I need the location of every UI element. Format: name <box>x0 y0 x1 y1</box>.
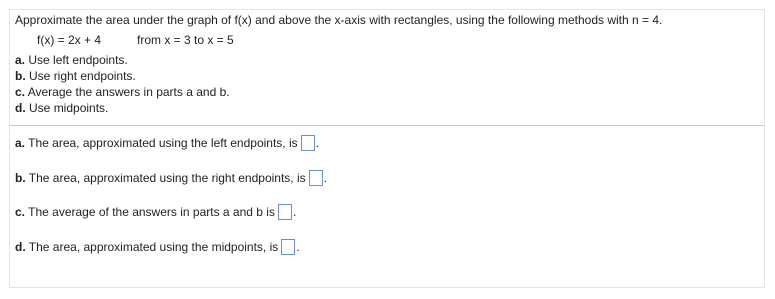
part-letter: d. <box>15 101 26 115</box>
answer-letter: c. <box>15 205 26 220</box>
answer-input-d[interactable] <box>281 239 295 255</box>
answer-prompt: The area, approximated using the right endpoints, is <box>28 171 306 186</box>
answer-prompt: The average of the answers in parts a and b is <box>28 205 275 220</box>
part-text: Use left endpoints. <box>28 53 128 67</box>
answer-letter: b. <box>15 171 26 186</box>
answer-input-a[interactable] <box>301 135 315 151</box>
answer-letter: d. <box>15 240 26 255</box>
answer-row-a <box>15 136 319 152</box>
part-text: Use right endpoints. <box>29 69 136 83</box>
part-c-instruction <box>15 85 230 99</box>
answer-suffix: . <box>296 240 300 255</box>
answer-row-c <box>15 205 296 221</box>
answer-suffix: . <box>292 205 297 220</box>
part-letter: a. <box>15 53 26 67</box>
part-text: Average the answers in parts a and b. <box>27 85 230 99</box>
answer-prompt: The area, approximated using the left endpoints, is <box>28 136 298 151</box>
answer-suffix: . <box>315 136 319 151</box>
answer-letter: a. <box>15 136 26 151</box>
part-letter: b. <box>15 69 26 83</box>
answer-prompt: The area, approximated using the midpoints, is <box>28 240 279 255</box>
function-definition: f(x) = 2x + 4 <box>37 33 102 47</box>
answer-input-c[interactable] <box>278 204 292 220</box>
part-b-instruction <box>15 69 136 83</box>
answer-input-b[interactable] <box>309 170 323 186</box>
problem-intro: Approximate the area under the graph of f(x) and above the x-axis with rectangles, using the following methods with n = 4. <box>15 13 663 27</box>
part-d-instruction <box>15 101 108 115</box>
part-text: Use midpoints. <box>29 101 109 115</box>
answer-row-d <box>15 240 300 256</box>
part-a-instruction <box>15 53 128 67</box>
interval-text: from x = 3 to x = 5 <box>137 33 234 47</box>
answer-row-b <box>15 171 327 187</box>
part-letter: c. <box>15 85 26 99</box>
section-divider <box>10 125 764 126</box>
answer-suffix: . <box>323 171 327 186</box>
